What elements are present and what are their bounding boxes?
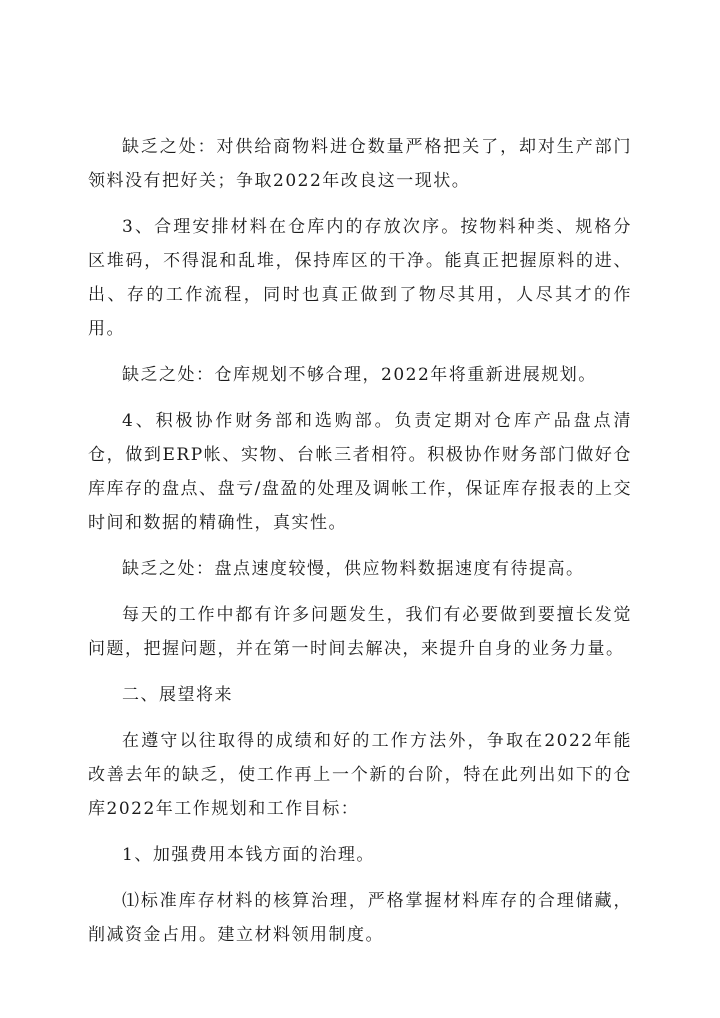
paragraph-outlook-intro: 在遵守以往取得的成绩和好的工作方法外，争取在2022年能改善去年的缺乏，使工作再上一个新的台阶，特在此列出如下的仓库2022年工作规划和工作目标： xyxy=(88,731,632,819)
paragraph-plan-subitem-1: ⑴标准库存材料的核算治理，严格掌握材料库存的合理储藏，削减资金占用。建立材料领用制度。 xyxy=(88,891,632,945)
section-heading-outlook: 二、展望将来 xyxy=(122,685,233,705)
paragraph-shortcoming-2: 缺乏之处：仓库规划不够合理，2022年将重新进展规划。 xyxy=(122,365,597,385)
paragraph-shortcoming-1: 缺乏之处：对供给商物料进仓数量严格把关了，却对生产部门领料没有把好关；争取2022年改良这一现状。 xyxy=(88,137,632,191)
paragraph-shortcoming-3: 缺乏之处：盘点速度较慢，供应物料数据速度有待提高。 xyxy=(122,559,585,579)
paragraph-item-4: 4、积极协作财务部和选购部。负责定期对仓库产品盘点清仓，做到ERP帐、实物、台帐三者相符。积极协作财务部门做好仓库库存的盘点、盘亏/盘盈的处理及调帐工作，保证库存报表的上交时间和数据的精确性，真实性。 xyxy=(88,411,632,533)
paragraph-daily-work: 每天的工作中都有许多问题发生，我们有必要做到要擅长发觉问题，把握问题，并在第一时间去解决，来提升自身的业务力量。 xyxy=(88,605,632,659)
paragraph-plan-item-1: 1、加强费用本钱方面的治理。 xyxy=(122,845,375,865)
paragraph-item-3: 3、合理安排材料在仓库内的存放次序。按物料种类、规格分区堆码，不得混和乱堆，保持库区的干净。能真正把握原料的进、出、存的工作流程，同时也真正做到了物尽其用，人尽其才的作用。 xyxy=(88,217,632,339)
